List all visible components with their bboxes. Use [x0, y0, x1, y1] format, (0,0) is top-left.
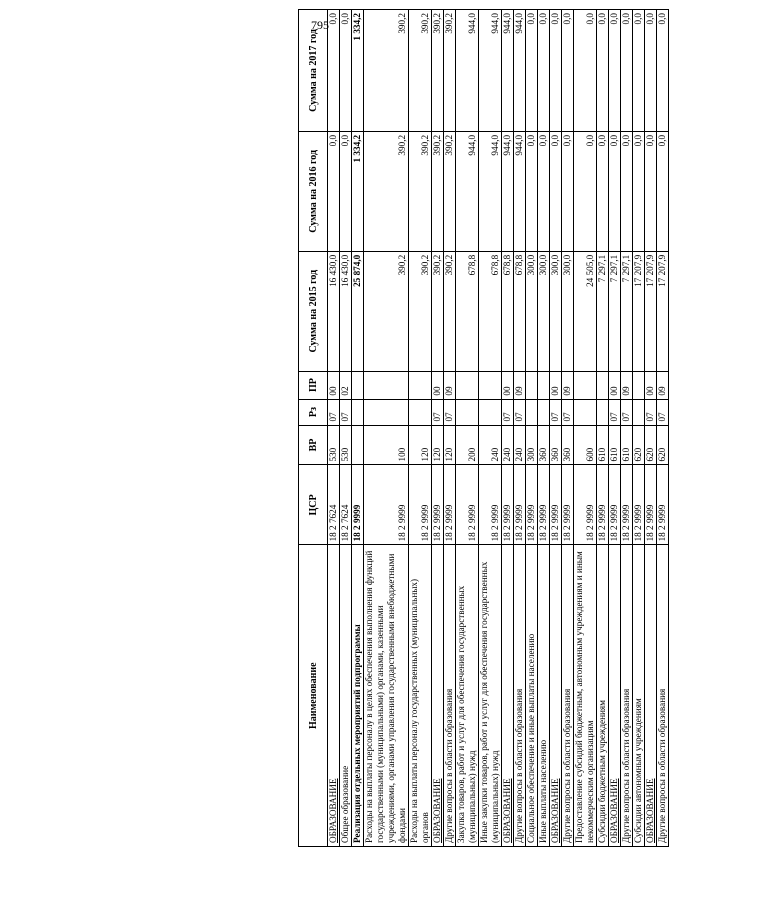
- cell-name: Субсидии бюджетным учреждениям: [597, 545, 609, 847]
- cell-sum-2017: 944,0: [502, 10, 514, 132]
- cell-sum-2015: 300,0: [526, 251, 538, 371]
- table-row: [562, 10, 574, 847]
- cell-sum-2015: 17 207,9: [657, 251, 669, 371]
- cell-csr: 18 2 9999: [597, 465, 609, 545]
- page-number: 795: [311, 18, 329, 32]
- cell-rz: 07: [562, 399, 574, 425]
- cell-sum-2016: 0,0: [574, 131, 597, 251]
- cell-sum-2017: 390,2: [364, 10, 409, 132]
- table-body: [328, 10, 669, 847]
- table-row: [621, 10, 633, 847]
- table-row: [526, 10, 538, 847]
- cell-rz: 07: [502, 399, 514, 425]
- cell-name: Социальное обеспечение и иные выплаты населению: [526, 545, 538, 847]
- table-row: [432, 10, 444, 847]
- cell-rz: [526, 399, 538, 425]
- cell-rz: [456, 399, 479, 425]
- cell-rz: [597, 399, 609, 425]
- cell-csr: 18 2 9999: [514, 465, 526, 545]
- cell-name: Иные закупки товаров, работ и услуг для обеспечения государственных (муниципальных) нужд: [479, 545, 502, 847]
- cell-sum-2017: 0,0: [645, 10, 657, 132]
- cell-pr: [538, 371, 550, 399]
- cell-vr: 240: [479, 425, 502, 465]
- cell-rz: [633, 399, 645, 425]
- cell-sum-2016: 1 334,2: [352, 131, 364, 251]
- table-row: [550, 10, 562, 847]
- cell-sum-2015: 678,8: [479, 251, 502, 371]
- table-row: [409, 10, 432, 847]
- cell-csr: 18 2 9999: [456, 465, 479, 545]
- cell-vr: 120: [444, 425, 456, 465]
- cell-sum-2015: 390,2: [409, 251, 432, 371]
- cell-pr: [597, 371, 609, 399]
- cell-vr: [352, 425, 364, 465]
- table-row: [574, 10, 597, 847]
- table-row: [328, 10, 340, 847]
- cell-sum-2016: 0,0: [621, 131, 633, 251]
- cell-sum-2015: 390,2: [444, 251, 456, 371]
- cell-sum-2015: 16 430,0: [340, 251, 352, 371]
- header-row: [299, 10, 328, 847]
- col-header-pr: ПР: [299, 371, 328, 399]
- col-header-csr: ЦСР: [299, 465, 328, 545]
- cell-name: ОБРАЗОВАНИЕ: [645, 545, 657, 847]
- cell-name: Общее образование: [340, 545, 352, 847]
- cell-sum-2015: 300,0: [562, 251, 574, 371]
- cell-name: Другие вопросы в области образования: [444, 545, 456, 847]
- table-row: [340, 10, 352, 847]
- cell-pr: [526, 371, 538, 399]
- cell-rz: 07: [621, 399, 633, 425]
- cell-sum-2016: 0,0: [526, 131, 538, 251]
- cell-sum-2016: 390,2: [432, 131, 444, 251]
- cell-vr: 620: [633, 425, 645, 465]
- cell-name: Другие вопросы в области образования: [514, 545, 526, 847]
- cell-sum-2016: 0,0: [633, 131, 645, 251]
- table-row: [352, 10, 364, 847]
- cell-name: Реализация отдельных мероприятий подпрограммы: [352, 545, 364, 847]
- cell-csr: 18 2 9999: [364, 465, 409, 545]
- cell-sum-2015: 7 297,1: [597, 251, 609, 371]
- cell-sum-2016: 944,0: [502, 131, 514, 251]
- cell-csr: 18 2 9999: [621, 465, 633, 545]
- cell-pr: 00: [432, 371, 444, 399]
- cell-sum-2015: 17 207,9: [645, 251, 657, 371]
- cell-csr: 18 2 9999: [609, 465, 621, 545]
- cell-pr: [456, 371, 479, 399]
- cell-sum-2017: 0,0: [550, 10, 562, 132]
- cell-sum-2017: 0,0: [657, 10, 669, 132]
- cell-vr: 120: [432, 425, 444, 465]
- cell-sum-2016: 390,2: [364, 131, 409, 251]
- table-row: [514, 10, 526, 847]
- cell-sum-2015: 678,8: [456, 251, 479, 371]
- cell-pr: 09: [514, 371, 526, 399]
- col-header-rz: Рз: [299, 399, 328, 425]
- cell-rz: 07: [645, 399, 657, 425]
- cell-sum-2015: 300,0: [550, 251, 562, 371]
- cell-pr: [633, 371, 645, 399]
- col-header-sum-2015: Сумма на 2015 год: [299, 251, 328, 371]
- cell-vr: 610: [621, 425, 633, 465]
- cell-pr: [364, 371, 409, 399]
- cell-sum-2015: 678,8: [502, 251, 514, 371]
- cell-sum-2016: 0,0: [340, 131, 352, 251]
- table-row: [456, 10, 479, 847]
- cell-sum-2017: 390,2: [444, 10, 456, 132]
- cell-csr: 18 2 9999: [538, 465, 550, 545]
- cell-sum-2016: 0,0: [597, 131, 609, 251]
- cell-vr: 530: [340, 425, 352, 465]
- cell-sum-2017: 0,0: [562, 10, 574, 132]
- cell-sum-2017: 0,0: [526, 10, 538, 132]
- cell-csr: 18 2 7624: [328, 465, 340, 545]
- cell-vr: 610: [597, 425, 609, 465]
- table-row: [444, 10, 456, 847]
- cell-sum-2015: 24 505,0: [574, 251, 597, 371]
- cell-csr: 18 2 9999: [574, 465, 597, 545]
- cell-sum-2016: 0,0: [645, 131, 657, 251]
- cell-name: ОБРАЗОВАНИЕ: [432, 545, 444, 847]
- cell-sum-2015: 7 297,1: [621, 251, 633, 371]
- cell-sum-2016: 0,0: [538, 131, 550, 251]
- cell-csr: 18 2 9999: [550, 465, 562, 545]
- cell-pr: [409, 371, 432, 399]
- cell-pr: 00: [609, 371, 621, 399]
- cell-sum-2017: 944,0: [514, 10, 526, 132]
- table-row: [364, 10, 409, 847]
- cell-rz: 07: [328, 399, 340, 425]
- col-header-sum-2016: Сумма на 2016 год: [299, 131, 328, 251]
- cell-rz: 07: [550, 399, 562, 425]
- rotated-table-container: [298, 9, 776, 847]
- cell-name: Другие вопросы в области образования: [621, 545, 633, 847]
- cell-pr: 00: [502, 371, 514, 399]
- cell-pr: 09: [562, 371, 574, 399]
- cell-name: ОБРАЗОВАНИЕ: [502, 545, 514, 847]
- cell-csr: 18 2 9999: [645, 465, 657, 545]
- cell-sum-2017: 390,2: [409, 10, 432, 132]
- cell-sum-2017: 0,0: [340, 10, 352, 132]
- budget-table: [298, 9, 669, 847]
- cell-sum-2016: 0,0: [550, 131, 562, 251]
- cell-name: Расходы на выплаты персоналу в целях обеспечения выполнения функций государственными (муниципальными) органами, казенными учреждениями, органами управления государственными внебюджетными фондами: [364, 545, 409, 847]
- cell-sum-2016: 0,0: [609, 131, 621, 251]
- cell-rz: [479, 399, 502, 425]
- cell-vr: 360: [562, 425, 574, 465]
- cell-vr: 610: [609, 425, 621, 465]
- cell-sum-2017: 0,0: [574, 10, 597, 132]
- cell-sum-2016: 944,0: [456, 131, 479, 251]
- cell-vr: 240: [502, 425, 514, 465]
- cell-rz: 07: [657, 399, 669, 425]
- cell-sum-2016: 0,0: [562, 131, 574, 251]
- cell-sum-2017: 944,0: [456, 10, 479, 132]
- cell-sum-2016: 390,2: [444, 131, 456, 251]
- cell-sum-2016: 944,0: [514, 131, 526, 251]
- col-header-name: Наименование: [299, 545, 328, 847]
- cell-sum-2017: 0,0: [621, 10, 633, 132]
- cell-rz: 07: [609, 399, 621, 425]
- table-row: [633, 10, 645, 847]
- table-row: [645, 10, 657, 847]
- cell-pr: [352, 371, 364, 399]
- cell-rz: 07: [432, 399, 444, 425]
- cell-rz: [364, 399, 409, 425]
- cell-pr: 00: [328, 371, 340, 399]
- cell-vr: 200: [456, 425, 479, 465]
- cell-name: ОБРАЗОВАНИЕ: [550, 545, 562, 847]
- cell-sum-2015: 25 874,0: [352, 251, 364, 371]
- cell-csr: 18 2 9999: [432, 465, 444, 545]
- cell-sum-2017: 1 334,2: [352, 10, 364, 132]
- cell-vr: 120: [409, 425, 432, 465]
- cell-csr: 18 2 9999: [526, 465, 538, 545]
- cell-rz: [574, 399, 597, 425]
- cell-sum-2017: 0,0: [609, 10, 621, 132]
- cell-name: Предоставление субсидий бюджетным, автономным учреждениям и иным некоммерческим организациям: [574, 545, 597, 847]
- cell-sum-2017: 944,0: [479, 10, 502, 132]
- cell-rz: 07: [340, 399, 352, 425]
- cell-csr: 18 2 9999: [479, 465, 502, 545]
- col-header-sum-2017: Сумма на 2017 год: [299, 10, 328, 132]
- cell-vr: 620: [657, 425, 669, 465]
- cell-vr: 240: [514, 425, 526, 465]
- cell-pr: 09: [621, 371, 633, 399]
- cell-name: Иные выплаты населению: [538, 545, 550, 847]
- cell-pr: 00: [550, 371, 562, 399]
- cell-sum-2016: 944,0: [479, 131, 502, 251]
- cell-sum-2017: 0,0: [597, 10, 609, 132]
- cell-sum-2015: 7 297,1: [609, 251, 621, 371]
- cell-name: Другие вопросы в области образования: [562, 545, 574, 847]
- cell-name: Расходы на выплаты персоналу государственных (муниципальных) органов: [409, 545, 432, 847]
- cell-sum-2015: 300,0: [538, 251, 550, 371]
- cell-pr: 09: [444, 371, 456, 399]
- table-header: [299, 10, 328, 847]
- cell-name: Другие вопросы в области образования: [657, 545, 669, 847]
- cell-sum-2016: 0,0: [328, 131, 340, 251]
- cell-sum-2017: 0,0: [328, 10, 340, 132]
- cell-sum-2015: 17 207,9: [633, 251, 645, 371]
- cell-sum-2017: 0,0: [538, 10, 550, 132]
- cell-csr: 18 2 9999: [657, 465, 669, 545]
- cell-vr: 600: [574, 425, 597, 465]
- col-header-vr: ВР: [299, 425, 328, 465]
- cell-name: Закупка товаров, работ и услуг для обеспечения государственных (муниципальных) нужд: [456, 545, 479, 847]
- table-row: [479, 10, 502, 847]
- cell-rz: [538, 399, 550, 425]
- cell-sum-2016: 390,2: [409, 131, 432, 251]
- cell-rz: [409, 399, 432, 425]
- cell-sum-2017: 390,2: [432, 10, 444, 132]
- cell-sum-2015: 16 430,0: [328, 251, 340, 371]
- cell-csr: 18 2 9999: [409, 465, 432, 545]
- table-row: [502, 10, 514, 847]
- cell-vr: 100: [364, 425, 409, 465]
- cell-pr: 00: [645, 371, 657, 399]
- cell-pr: 02: [340, 371, 352, 399]
- cell-sum-2017: 0,0: [633, 10, 645, 132]
- cell-csr: 18 2 9999: [562, 465, 574, 545]
- cell-sum-2015: 678,8: [514, 251, 526, 371]
- cell-pr: 09: [657, 371, 669, 399]
- cell-sum-2015: 390,2: [364, 251, 409, 371]
- cell-csr: 18 2 9999: [444, 465, 456, 545]
- cell-vr: 300: [526, 425, 538, 465]
- cell-rz: 07: [514, 399, 526, 425]
- cell-csr: 18 2 9999: [502, 465, 514, 545]
- cell-pr: [479, 371, 502, 399]
- cell-name: ОБРАЗОВАНИЕ: [609, 545, 621, 847]
- table-row: [609, 10, 621, 847]
- table-row: [538, 10, 550, 847]
- cell-sum-2015: 390,2: [432, 251, 444, 371]
- cell-csr: 18 2 9999: [352, 465, 364, 545]
- table-row: [657, 10, 669, 847]
- cell-csr: 18 2 7624: [340, 465, 352, 545]
- cell-vr: 530: [328, 425, 340, 465]
- cell-name: Субсидии автономным учреждениям: [633, 545, 645, 847]
- cell-csr: 18 2 9999: [633, 465, 645, 545]
- table-row: [597, 10, 609, 847]
- cell-pr: [574, 371, 597, 399]
- cell-vr: 360: [538, 425, 550, 465]
- cell-rz: 07: [444, 399, 456, 425]
- cell-rz: [352, 399, 364, 425]
- cell-sum-2016: 0,0: [657, 131, 669, 251]
- cell-name: ОБРАЗОВАНИЕ: [328, 545, 340, 847]
- cell-vr: 620: [645, 425, 657, 465]
- cell-vr: 360: [550, 425, 562, 465]
